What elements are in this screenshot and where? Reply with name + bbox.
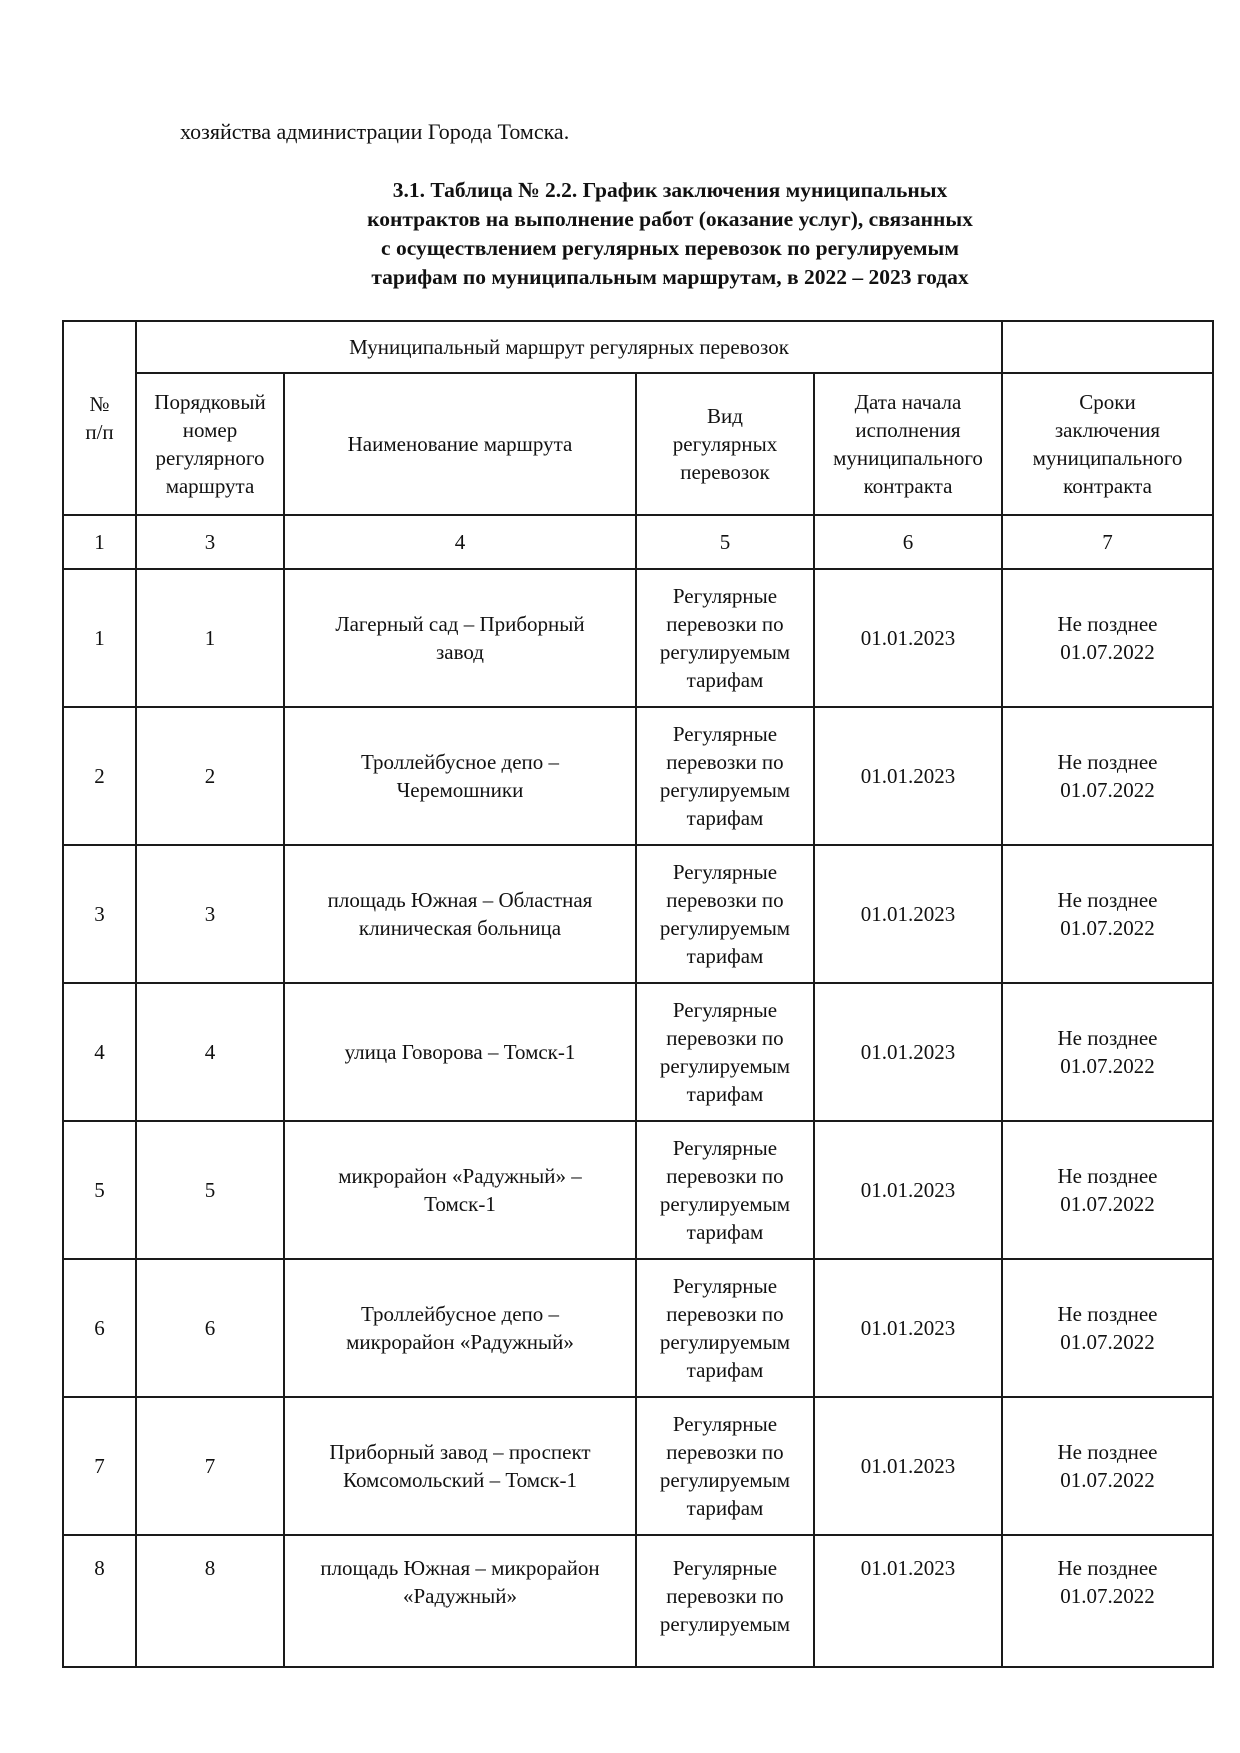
row-route-number: 8: [136, 1535, 284, 1667]
row-transport-type: Регулярные перевозки по регулируемым тарифам: [636, 1397, 814, 1535]
row-start-date: 01.01.2023: [814, 707, 1002, 845]
row-deadline: Не позднее 01.07.2022: [1002, 1535, 1213, 1667]
intro-line: хозяйства администрации Города Томска.: [180, 119, 570, 144]
header-deadline: Сроки заключения муниципального контракта: [1002, 373, 1213, 515]
row-num: 1: [63, 569, 136, 707]
row-route-number: 5: [136, 1121, 284, 1259]
row-deadline: Не позднее 01.07.2022: [1002, 707, 1213, 845]
column-number: 4: [284, 515, 636, 569]
row-route-name: площадь Южная – микрорайон «Радужный»: [284, 1535, 636, 1667]
row-transport-type: Регулярные перевозки по регулируемым тарифам: [636, 983, 814, 1121]
row-route-name: Лагерный сад – Приборный завод: [284, 569, 636, 707]
row-route-number: 7: [136, 1397, 284, 1535]
table-row: [63, 845, 1213, 983]
row-start-date: 01.01.2023: [814, 1121, 1002, 1259]
row-transport-type: Регулярные перевозки по регулируемым тарифам: [636, 845, 814, 983]
row-deadline: Не позднее 01.07.2022: [1002, 845, 1213, 983]
row-deadline: Не позднее 01.07.2022: [1002, 569, 1213, 707]
row-route-number: 4: [136, 983, 284, 1121]
row-route-name: Троллейбусное депо – микрорайон «Радужный»: [284, 1259, 636, 1397]
table-row: [63, 707, 1213, 845]
table-row: [63, 1535, 1213, 1667]
row-start-date: 01.01.2023: [814, 1397, 1002, 1535]
row-route-name: Троллейбусное депо – Черемошники: [284, 707, 636, 845]
row-num: 2: [63, 707, 136, 845]
schedule-table: [62, 320, 1214, 1668]
row-route-number: 2: [136, 707, 284, 845]
row-deadline: Не позднее 01.07.2022: [1002, 1259, 1213, 1397]
row-route-number: 3: [136, 845, 284, 983]
title-line: контрактов на выполнение работ (оказание услуг), связанных: [367, 207, 973, 231]
table-row: [63, 1259, 1213, 1397]
column-numbers-row: [63, 515, 1213, 569]
table-row: [63, 1121, 1213, 1259]
table-title: [290, 176, 1050, 292]
header-transport-type: Вид регулярных перевозок: [636, 373, 814, 515]
title-line: 3.1. Таблица № 2.2. График заключения муниципальных: [392, 178, 948, 202]
table-row: [63, 1397, 1213, 1535]
row-route-name: микрорайон «Радужный» – Томск-1: [284, 1121, 636, 1259]
table-row: [63, 569, 1213, 707]
row-start-date: 01.01.2023: [814, 845, 1002, 983]
row-start-date: 01.01.2023: [814, 569, 1002, 707]
header-route-number: Порядковый номер регулярного маршрута: [136, 373, 284, 515]
row-start-date: 01.01.2023: [814, 1259, 1002, 1397]
header-row-columns: [63, 373, 1213, 515]
row-num: 3: [63, 845, 136, 983]
row-num: 6: [63, 1259, 136, 1397]
header-group: Муниципальный маршрут регулярных перевозок: [136, 321, 1002, 373]
row-transport-type: Регулярные перевозки по регулируемым тарифам: [636, 569, 814, 707]
row-route-name: улица Говорова – Томск-1: [284, 983, 636, 1121]
column-number: 6: [814, 515, 1002, 569]
row-deadline: Не позднее 01.07.2022: [1002, 1397, 1213, 1535]
row-transport-type: Регулярные перевозки по регулируемым тарифам: [636, 1259, 814, 1397]
row-route-number: 6: [136, 1259, 284, 1397]
header-empty-cell: [1002, 321, 1213, 373]
row-route-name: площадь Южная – Областная клиническая больница: [284, 845, 636, 983]
row-transport-type: Регулярные перевозки по регулируемым тарифам: [636, 1121, 814, 1259]
column-number: 7: [1002, 515, 1213, 569]
header-start-date: Дата начала исполнения муниципального контракта: [814, 373, 1002, 515]
row-transport-type: Регулярные перевозки по регулируемым тарифам: [636, 707, 814, 845]
row-num: 5: [63, 1121, 136, 1259]
row-num: 8: [63, 1535, 136, 1667]
header-route-name: Наименование маршрута: [284, 373, 636, 515]
row-route-name: Приборный завод – проспект Комсомольский – Томск-1: [284, 1397, 636, 1535]
column-number: 3: [136, 515, 284, 569]
title-line: с осуществлением регулярных перевозок по регулируемым: [381, 236, 959, 260]
row-route-number: 1: [136, 569, 284, 707]
header-num: № п/п: [63, 321, 136, 515]
table-row: [63, 983, 1213, 1121]
row-start-date: 01.01.2023: [814, 983, 1002, 1121]
column-number: 5: [636, 515, 814, 569]
row-num: 4: [63, 983, 136, 1121]
title-line: тарифам по муниципальным маршрутам, в 2022 – 2023 годах: [371, 265, 969, 289]
row-deadline: Не позднее 01.07.2022: [1002, 1121, 1213, 1259]
header-row-group: [63, 321, 1213, 373]
row-transport-type: Регулярные перевозки по регулируемым: [636, 1535, 814, 1667]
row-deadline: Не позднее 01.07.2022: [1002, 983, 1213, 1121]
row-start-date: 01.01.2023: [814, 1535, 1002, 1667]
row-num: 7: [63, 1397, 136, 1535]
column-number: 1: [63, 515, 136, 569]
